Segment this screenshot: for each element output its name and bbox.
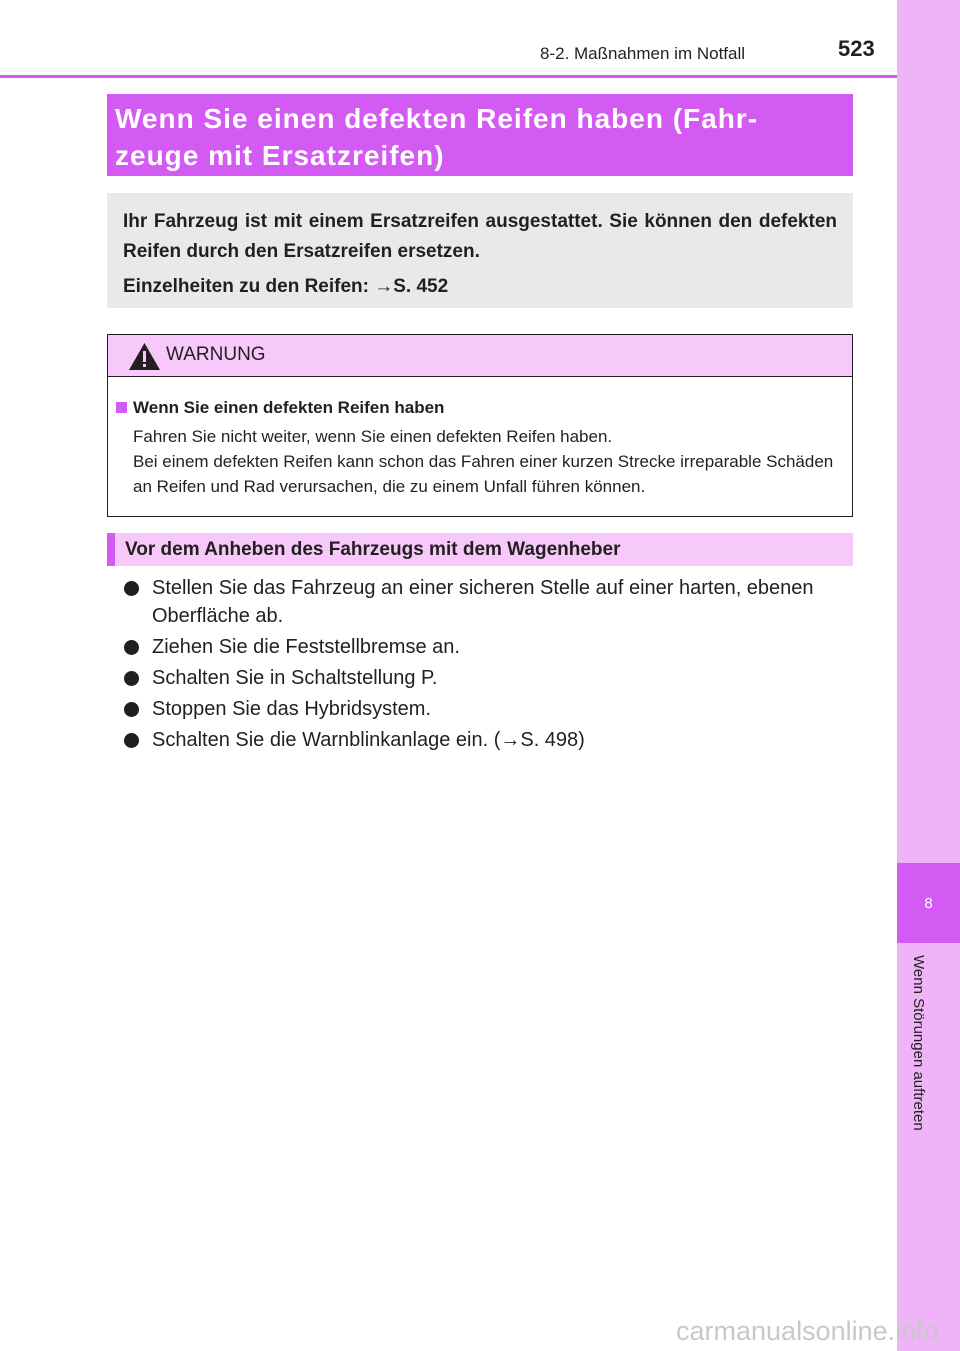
list-item bbox=[124, 664, 854, 692]
square-bullet-icon bbox=[116, 402, 127, 413]
intro-box bbox=[107, 193, 853, 308]
list-item bbox=[124, 695, 854, 723]
bullet-dot-icon bbox=[124, 640, 139, 655]
chapter-number: 8 bbox=[924, 894, 933, 912]
warning-subheading bbox=[116, 395, 840, 420]
list-item bbox=[124, 726, 854, 754]
page-title-band bbox=[107, 94, 853, 176]
intro-paragraph: Ihr Fahrzeug ist mit einem Ersatzreifen ausgestattet. Sie können den defekten Reifen durch den Ersatzreifen ersetzen. bbox=[123, 211, 837, 262]
bullet-dot-icon bbox=[124, 733, 139, 748]
intro-reference: Einzelheiten zu den Reifen: →S. 452 bbox=[123, 276, 449, 297]
page-number: 523 bbox=[838, 36, 875, 61]
bullet-dot-icon bbox=[124, 581, 139, 596]
list-item-text: Schalten Sie in Schaltstellung P. bbox=[152, 667, 438, 689]
header-section-title: 8-2. Maßnahmen im Notfall bbox=[540, 44, 746, 63]
side-tab bbox=[897, 0, 960, 1351]
chapter-title-vertical: Wenn Störungen auftreten bbox=[910, 955, 927, 1131]
warning-header bbox=[108, 335, 852, 377]
warning-triangle-icon bbox=[128, 342, 161, 371]
warning-box bbox=[107, 334, 853, 517]
warning-line-2: Bei einem defekten Reifen kann schon das Fahren einer kurzen Strecke irreparable Schäden an Reifen und Rad verursachen, die zu einem Unfall führen können. bbox=[133, 452, 834, 496]
chapter-number-tab bbox=[897, 863, 960, 943]
warning-body bbox=[108, 377, 852, 499]
list-item bbox=[124, 574, 854, 630]
list-item-text: Stoppen Sie das Hybridsystem. bbox=[152, 698, 432, 720]
warning-text bbox=[133, 424, 840, 499]
warning-label: WARNUNG bbox=[166, 344, 266, 365]
page-title bbox=[115, 100, 845, 174]
header-divider bbox=[0, 75, 897, 78]
list-item-text: Ziehen Sie die Feststellbremse an. bbox=[152, 636, 460, 658]
section-heading: Vor dem Anheben des Fahrzeugs mit dem Wagenheber bbox=[107, 533, 853, 566]
warning-subheading-text: Wenn Sie einen defekten Reifen haben bbox=[133, 398, 445, 417]
list-item-text: Schalten Sie die Warnblinkanlage ein. (→S. 498) bbox=[152, 729, 585, 751]
bullet-dot-icon bbox=[124, 702, 139, 717]
page-title-line-1: Wenn Sie einen defekten Reifen haben (Fahr- bbox=[115, 103, 759, 134]
instruction-list bbox=[124, 574, 854, 757]
watermark: carmanualsonline.info bbox=[676, 1316, 939, 1346]
warning-line-1: Fahren Sie nicht weiter, wenn Sie einen defekten Reifen haben. bbox=[133, 427, 613, 446]
bullet-dot-icon bbox=[124, 671, 139, 686]
list-item-text: Stellen Sie das Fahrzeug an einer sicheren Stelle auf einer harten, ebenen Oberfläche ab. bbox=[152, 577, 814, 627]
page-title-line-2: zeuge mit Ersatzreifen) bbox=[115, 140, 445, 171]
list-item bbox=[124, 633, 854, 661]
